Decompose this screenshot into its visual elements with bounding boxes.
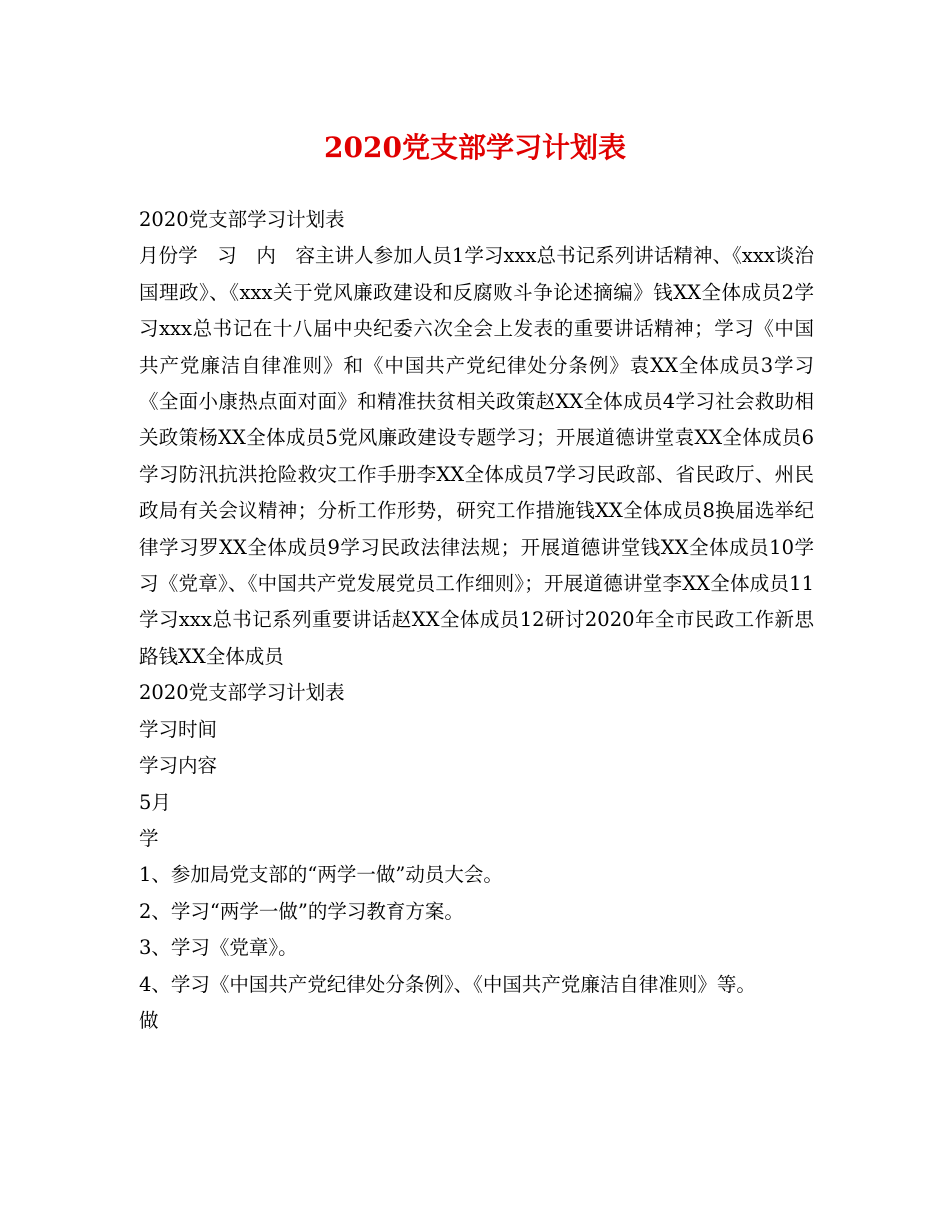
plan-table-text: 月份学 习 内 容主讲人参加人员1学习xxx总书记系列讲话精神、《xxx谈治国理政》、《xxx关于党风廉政建设和反腐败斗争论述摘编》钱XX全体成员2学习xxx总书记在十八届中央纪委六次全会上发表的重要讲话精神；学习《中国共产党廉洁自律准则》和《中国共产党纪律处分条例》袁XX全体成员3学习《全面小康热点面对面》和精准扶贫相关政策赵XX全体成员4学习社会救助相关政策杨XX全体成员5党风廉政建设专题学习；开展道德讲堂袁XX全体成员6学习防汛抗洪抢险救灾工作手册李XX全体成员7学习民政部、省民政厅、州民政局有关会议精神；分析工作形势，研究工作措施钱XX全体成员8换届选举纪律学习罗XX全体成员9学习民政法律法规；开展道德讲堂钱XX全体成员10学习《党章》、《中国共产党发展党员工作细则》；开展道德讲堂李XX全体成员11学习xxx总书记系列重要讲话赵XX全体成员12研讨2020年全市民政工作新思路钱XX全体成员: [139, 244, 814, 668]
subtitle-paragraph: 2020党支部学习计划表: [139, 208, 345, 231]
month-label: 5月: [139, 790, 171, 814]
column-study-time: 学习时间: [139, 717, 218, 741]
document-body: [139, 202, 814, 1039]
list-item: 3、学习《党章》。: [139, 936, 298, 960]
second-heading: 2020党支部学习计划表: [139, 681, 345, 705]
list-item: 1、参加局党支部的“两学一做”动员大会。: [139, 863, 503, 887]
section-label-zuo: 做: [139, 1008, 159, 1032]
document-title: 2020党支部学习计划表: [324, 131, 626, 164]
list-item: 2、学习“两学一做”的学习教育方案。: [139, 899, 464, 923]
section-label-xue: 学: [139, 826, 159, 850]
list-item: 4、学习《中国共产党纪律处分条例》、《中国共产党廉洁自律准则》等。: [139, 972, 756, 996]
column-study-content: 学习内容: [139, 754, 218, 778]
